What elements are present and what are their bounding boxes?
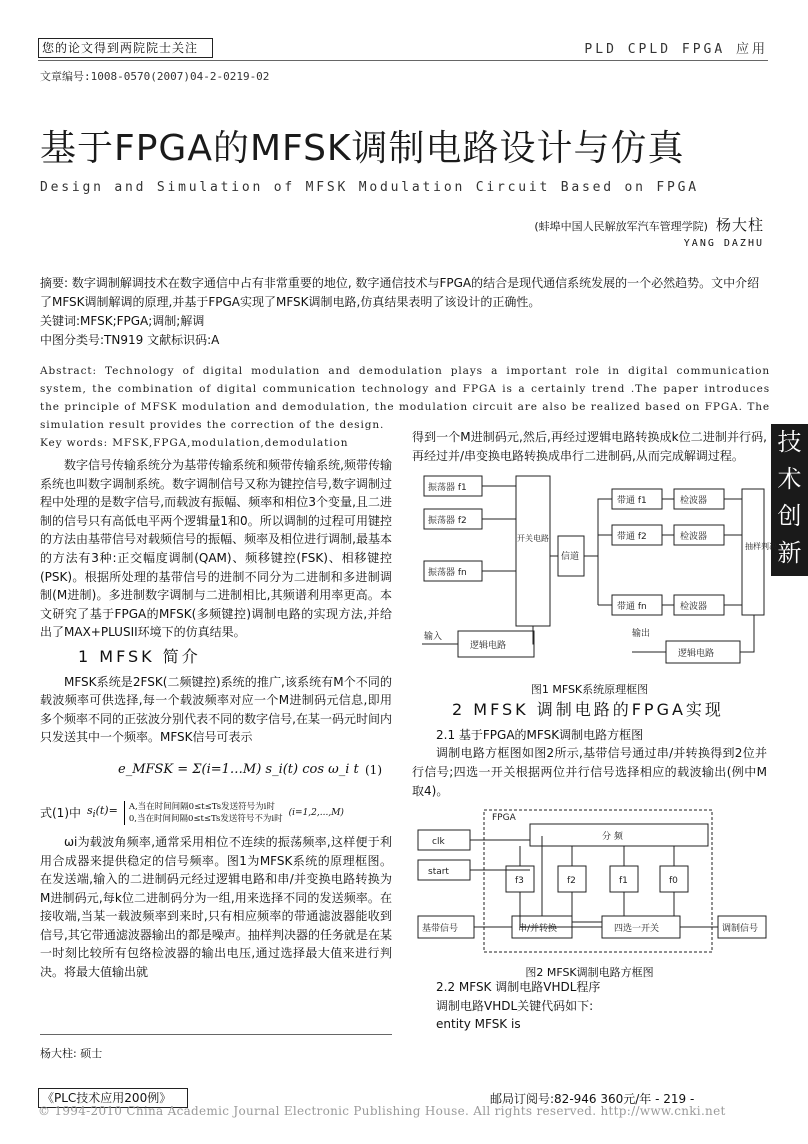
equation-1 (40, 747, 392, 793)
equation-2-case: A,当在时间间隔0≤t≤Ts发送符号为i时 (128, 801, 275, 812)
bandpass-2-label: 带通 f2 (617, 532, 647, 543)
logic-out-label: 逻辑电路 (678, 649, 715, 660)
equation-2-lhs: $s_i(t)=$ (87, 803, 118, 820)
f2-label: f2 (567, 876, 576, 887)
subsection-2-2: 2.2 MFSK 调制电路VHDL程序 (436, 980, 601, 995)
footer-book-title: 《PLC技术应用200例》 (38, 1088, 188, 1108)
header-divider (38, 60, 768, 61)
detector-2-label: 检波器 (680, 532, 708, 543)
affiliation-author (534, 214, 764, 235)
right-column (412, 428, 777, 1034)
figure-1 (412, 471, 777, 696)
author-name: 杨大柱 (715, 216, 764, 234)
mux-label: 四选一开关 (614, 924, 660, 935)
fig2-description: 调制电路方框图如图2所示,基带信号通过串/并转换得到2位并行信号;四选一开关根据两位并行信号选择相应的载波输出(例中M取4)。 (412, 746, 767, 798)
clk-label: clk (432, 837, 445, 848)
channel-label: 信道 (561, 552, 580, 563)
fpga-label: FPGA (492, 813, 516, 824)
english-title: Design and Simulation of MFSK Modulation Circuit Based on FPGA (40, 180, 699, 195)
code-line: entity MFSK is (436, 1017, 521, 1032)
detector-1-label: 检波器 (680, 496, 708, 507)
code-intro: 调制电路VHDL关键代码如下: (436, 998, 594, 1013)
side-tab-char: 术 (777, 465, 802, 493)
baseband-label: 基带信号 (422, 924, 459, 935)
chinese-abstract (40, 274, 770, 350)
side-tab-char: 创 (777, 502, 802, 530)
divider-label: 分 频 (602, 832, 623, 843)
section-heading-2: 2 MFSK 调制电路的FPGA实现 (452, 700, 724, 720)
article-number: 文章编号:1008-0570(2007)04-2-0219-02 (40, 70, 270, 83)
footnote-divider (40, 1034, 392, 1035)
intro-paragraph: 数字信号传输系统分为基带传输系统和频带传输系统,频带传输系统也叫数字调制系统。数字调制信号又称为键控信号,数字调制过程中处理的是数字信号,而载波有振幅、频率和相位3个变量,且二进制的信号只有高低电平两个逻辑量1和0。所以调制的过程可用键控的方法由基带信号对载频信号的振幅、频率及相位进行调制,最基本的方法有3种:正交幅度调制(QAM)、频移键控(FSK)、相移键控(PSK)。根据所处理的基带信号的进制不同分为二进制和多进制调制(M进制)。多进制数字调制与二进制相比,其频谱利用率更高。本文研究了基于FPGA的MFSK(多频键控)调制电路的实现方法,并给出了MAX+PLUSII环境下的仿真结果。 (40, 458, 392, 640)
equation-1-body: e_MFSK = Σ(i=1…M) s_i(t) cos ω_i t (118, 761, 359, 777)
osc-1-label: 振荡器 f1 (428, 483, 467, 494)
paper-title: 基于FPGA的MFSK调制电路设计与仿真 (40, 128, 685, 169)
logic-in-label: 逻辑电路 (470, 641, 507, 652)
section-heading-1: 1 MFSK 简介 (78, 646, 201, 666)
serial-parallel-label: 串/并转换 (518, 924, 558, 935)
f3-label: f3 (515, 876, 524, 887)
demod-paragraph: 得到一个M进制码元,然后,再经过逻辑电路转换成k位二进制并行码,再经过并/串变换电路转换成串行二进制码,从而完成解调过程。 (412, 430, 767, 463)
sampling-decision-label: 抽样判决 (745, 542, 777, 552)
footer-subscription: 邮局订阅号:82-946 360元/年 - 219 - (490, 1092, 695, 1106)
bandpass-n-label: 带通 fn (617, 602, 647, 613)
principle-paragraph: ωi为载波角频率,通常采用相位不连续的振荡频率,这样便于利用合成器来提供稳定的信号频率。图1为MFSK系统的原理框图。在发送端,输入的二进制码元经过逻辑电路和串/并变换电路转换为M进制码元,每k位二进制码分为一组,用来选择不同的发送频率。在接收端,当某一载波频率到来时,只有相应频率的带通滤波器能收到信号,其它带通滤波器输出的都是噪声。抽样判决器的任务就是在某一时刻比较所有包络检波器的输出电压,通过选择最大值来进行判决。将最大值输出就 (40, 834, 392, 980)
figure-1-caption: 图1 MFSK系统原理框图 (530, 682, 649, 696)
f1-label: f1 (619, 876, 628, 887)
f0-label: f0 (669, 876, 678, 887)
classification: 中图分类号:TN919 文献标识码:A (40, 333, 220, 347)
equation-2-case: 0,当在时间间隔0≤t≤Ts发送符号不为i时 (128, 813, 283, 824)
subsection-2-1: 2.1 基于FPGA的MFSK调制电路方框图 (436, 727, 644, 742)
figure-2-caption: 图2 MFSK调制电路方框图 (525, 965, 654, 979)
section-label: PLD CPLD FPGA 应用 (584, 42, 768, 57)
figure-1-diagram (412, 471, 777, 675)
cnki-watermark: © 1994-2010 China Academic Journal Electronic Publishing House. All rights reserved. http://www.cnki.net (38, 1104, 726, 1118)
osc-2-label: 振荡器 f2 (428, 516, 467, 527)
detector-n-label: 检波器 (680, 602, 708, 613)
switch-label: 开关电路 (517, 534, 549, 544)
equation-2-range: (i=1,2,...,M) (288, 807, 344, 818)
author-footnote: 杨大柱: 硕士 (40, 1047, 103, 1060)
mod-signal-label: 调制信号 (722, 924, 759, 935)
abstract-text: 摘要: 数字调制解调技术在数字通信中占有非常重要的地位, 数字通信技术与FPGA的结合是现代通信系统发展的一个必然趋势。文中介绍了MFSK调制解调的原理,并基于FPGA实现了MFSK调制电路,仿真结果表明了该设计的正确性。 (40, 276, 760, 309)
figure-2 (412, 806, 767, 978)
author-english-name: YANG DAZHU (683, 238, 764, 249)
start-label: start (428, 867, 449, 878)
english-keywords: Key words: MFSK,FPGA,modulation,demodulation (40, 437, 349, 449)
side-tab-char: 技 (777, 428, 802, 456)
input-label: 输入 (424, 632, 443, 643)
osc-n-label: 振荡器 fn (428, 568, 467, 579)
affiliation: (蚌埠中国人民解放军汽车管理学院) (534, 220, 708, 233)
figure-2-diagram (412, 806, 767, 958)
equation-2 (40, 793, 392, 833)
equation-2-prefix: 式(1)中 (40, 805, 81, 820)
output-label: 输出 (632, 629, 651, 640)
equation-2-cases (124, 801, 283, 825)
side-tab-char: 新 (777, 539, 802, 567)
english-abstract-text: Abstract: Technology of digital modulation and demodulation plays a important role in digital communication system, the combination of digital communication technology and FPGA is a certainly trend .The paper introduces the principle of MFSK modulation and demodulation, the modulation circuit are also be realized based on FPGA. The simulation result provides the correction of the design. (40, 365, 770, 431)
keywords: 关键词:MFSK;FPGA;调制;解调 (40, 314, 205, 328)
left-column (40, 456, 392, 982)
equation-1-number: (1) (365, 762, 382, 777)
side-category-tab (771, 424, 808, 576)
mfsk-intro-paragraph: MFSK系统是2FSK(二频键控)系统的推广,该系统有M个不同的载波频率可供选择,每一个载波频率对应一个M进制码元信息,即用多个频率不同的正弦波分别代表不同的数字信号,在某一码元时间内只发送其中一个频率。MFSK信号可表示 (40, 674, 392, 745)
bandpass-1-label: 带通 f1 (617, 496, 647, 507)
journal-slogan: 您的论文得到两院院士关注 (38, 38, 213, 58)
